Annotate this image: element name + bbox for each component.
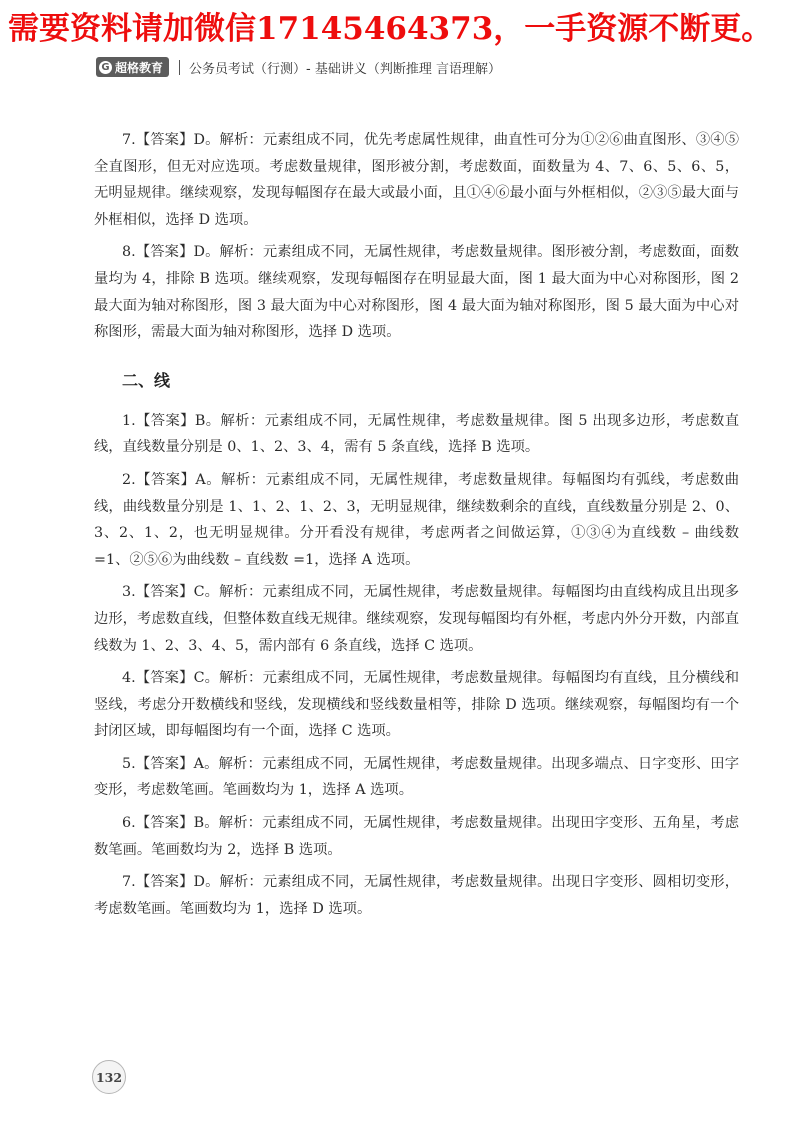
answer-paragraph: 5.【答案】A。解析：元素组成不同，无属性规律，考虑数量规律。出现多端点、日字变形、田字变形，考虑数笔画。笔画数均为 1，选择 A 选项。	[94, 755, 739, 799]
answer-paragraph: 7.【答案】D。解析：元素组成不同，优先考虑属性规律，曲直性可分为①②⑥曲直图形、③④⑤全直图形，但无对应选项。考虑数量规律，图形被分割，考虑数面，面数量为 4、7、6、5、6、5，无明显规律。继续观察，发现每幅图存在最大或最小面，且①④⑥最小面与外框相似，②③⑤最大面与外框相似，选择 D 选项。	[94, 132, 739, 228]
logo-text: 超格教育	[115, 60, 164, 75]
logo-g-icon: G	[99, 61, 112, 74]
answer-paragraph: 3.【答案】C。解析：元素组成不同，无属性规律，考虑数量规律。每幅图均由直线构成且出现多边形，考虑数直线，但整体数直线无规律。继续观察，发现每幅图均有外框，考虑内外分开数，内部直线数为 1、2、3、4、5，需内部有 6 条直线，选择 C 选项。	[94, 584, 739, 654]
header-divider	[179, 60, 180, 75]
running-header	[96, 56, 501, 78]
page-number-badge: 132	[92, 1060, 126, 1094]
publisher-logo	[96, 57, 169, 77]
answer-paragraph: 6.【答案】B。解析：元素组成不同，无属性规律，考虑数量规律。出现田字变形、五角星，考虑数笔画。笔画数均为 2，选择 B 选项。	[94, 815, 739, 858]
answer-paragraph: 7.【答案】D。解析：元素组成不同，无属性规律，考虑数量规律。出现日字变形、圆相切变形，考虑数笔画。笔画数均为 1，选择 D 选项。	[94, 874, 739, 917]
answer-paragraph: 4.【答案】C。解析：元素组成不同，无属性规律，考虑数量规律。每幅图均有直线，且分横线和竖线，考虑分开数横线和竖线，发现横线和竖线数量相等，排除 D 选项。继续观察，每幅图均有一个封闭区域，即每幅图均有一个面，选择 C 选项。	[94, 670, 739, 740]
answer-paragraph: 1.【答案】B。解析：元素组成不同，无属性规律，考虑数量规律。图 5 出现多边形，考虑数直线，直线数量分别是 0、1、2、3、4，需有 5 条直线，选择 B 选项。	[94, 412, 739, 456]
header-title: 公务员考试（行测）- 基础讲义（判断推理 言语理解）	[189, 61, 501, 77]
answer-paragraph: 2.【答案】A。解析：元素组成不同，无属性规律，考虑数量规律。每幅图均有弧线，考虑数曲线，曲线数量分别是 1、1、2、1、2、3，无明显规律，继续数剩余的直线，直线数量分别是 2、0、3、2、1、2，也无明显规律。分开看没有规律，考虑两者之间做运算，①③④为直线数 – 曲线数 =1、②⑤⑥为曲线数 – 直线数 =1，选择 A 选项。	[94, 471, 739, 568]
section-heading: 二、线	[122, 370, 171, 390]
watermark-banner: 需要资料请加微信17145464373，一手资源不断更。	[8, 11, 773, 47]
answer-paragraph: 8.【答案】D。解析：元素组成不同，无属性规律，考虑数量规律。图形被分割，考虑数面，面数量均为 4，排除 B 选项。继续观察，发现每幅图存在明显最大面，图 1 最大面为中心对称图形，图 2 最大面为轴对称图形，图 3 最大面为中心对称图形，图 4 最大面为轴对称图形，图 5 最大面为中心对称图形，需最大面为轴对称图形，选择 D 选项。	[94, 244, 739, 341]
page-body	[94, 127, 739, 928]
